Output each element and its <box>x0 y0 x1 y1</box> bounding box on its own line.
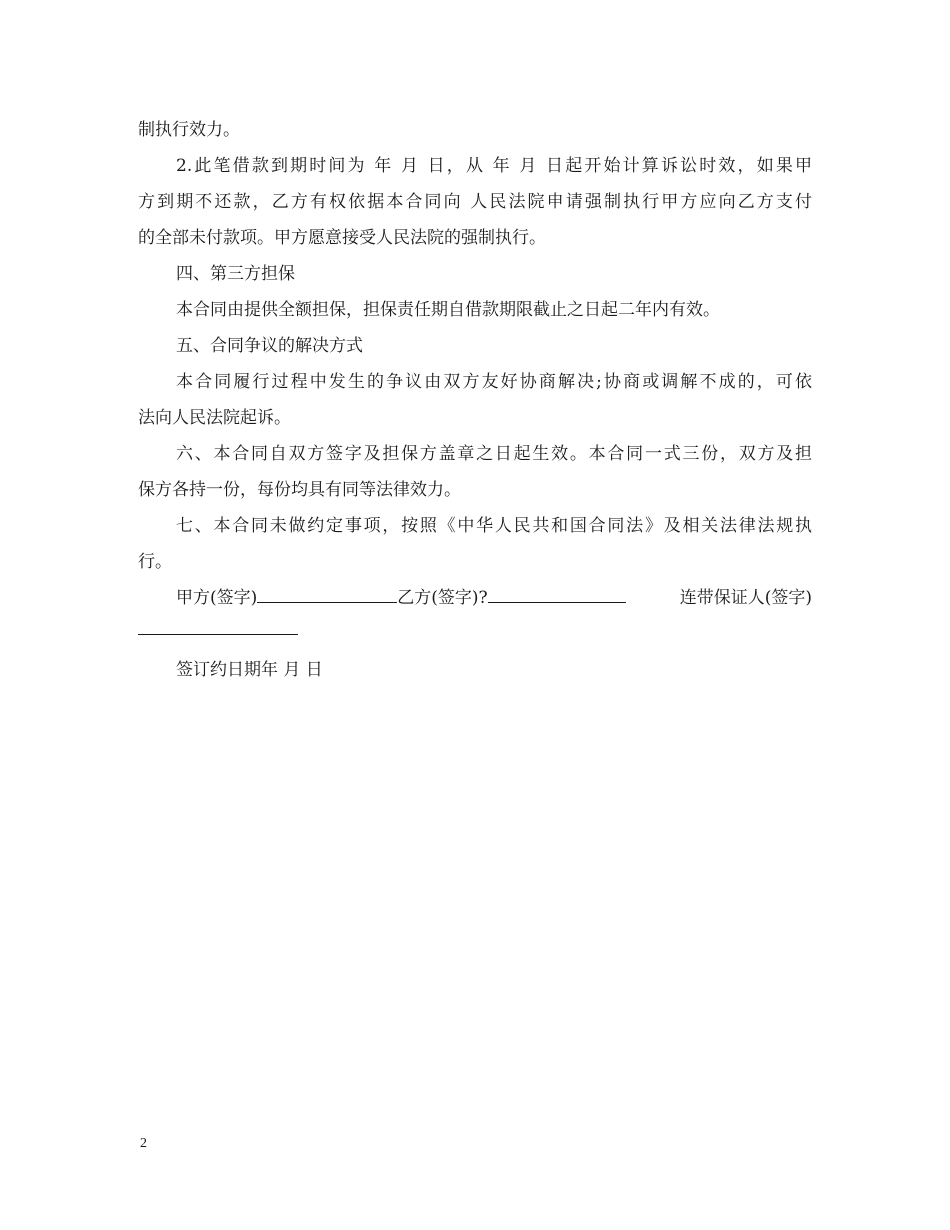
paragraph-line: 本合同由提供全额担保，担保责任期自借款期限截止之日起二年内有效。 <box>176 300 720 320</box>
document-body <box>138 112 812 688</box>
party-a-signature-blank <box>257 588 397 603</box>
paragraph-line: 的全部未付款项。甲方愿意接受人民法院的强制执行。 <box>138 228 546 248</box>
page-number: 2 <box>140 1136 147 1151</box>
signature-row <box>138 580 812 616</box>
paragraph-line: 七、本合同未做约定事项，按照《中华人民共和国合同法》及相关法律法规执 <box>176 516 812 536</box>
paragraph-line: 保方各持一份，每份均具有同等法律效力。 <box>138 480 461 500</box>
paragraph-line: 方到期不还款，乙方有权依据本合同向 人民法院申请强制执行甲方应向乙方支付 <box>138 192 812 212</box>
sign-date: 签订约日期年 月 日 <box>176 660 323 680</box>
paragraph-line: 行。 <box>138 552 172 572</box>
party-a-signature-label: 甲方(签字) <box>176 588 258 608</box>
paragraph-line: 法向人民法院起诉。 <box>138 408 291 428</box>
section-heading: 四、第三方担保 <box>176 264 295 284</box>
guarantor-signature-line-row <box>138 616 812 652</box>
guarantor-signature-blank <box>138 634 298 635</box>
guarantor-signature-label: 连带保证人(签字) <box>679 588 812 608</box>
paragraph-line: 2.此笔借款到期时间为 年 月 日，从 年 月 日起开始计算诉讼时效，如果甲 <box>176 156 812 176</box>
paragraph-line: 制执行效力。 <box>138 120 240 140</box>
paragraph-line: 本合同履行过程中发生的争议由双方友好协商解决;协商或调解不成的，可依 <box>176 372 812 392</box>
section-heading: 五、合同争议的解决方式 <box>176 336 363 356</box>
party-b-signature-label: 乙方(签字)? <box>397 588 488 608</box>
paragraph-line: 六、本合同自双方签字及担保方盖章之日起生效。本合同一式三份，双方及担 <box>176 444 812 464</box>
party-b-signature-blank <box>488 588 626 603</box>
